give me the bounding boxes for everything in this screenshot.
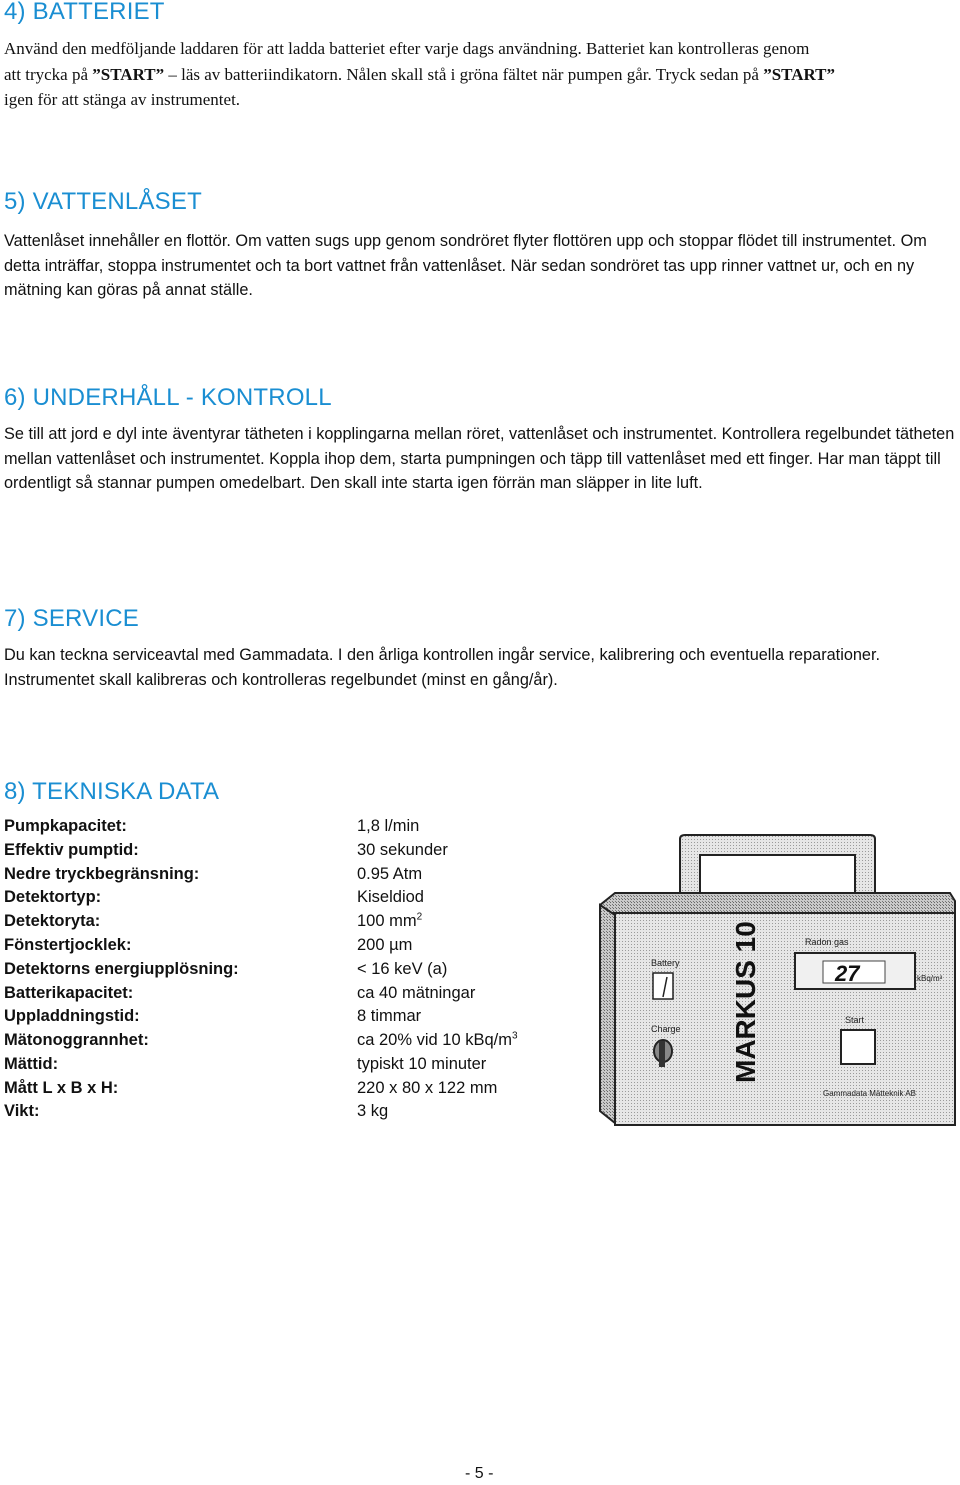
spec-label: Mätonoggrannhet: [4,1031,149,1049]
spec-value-text: 1,8 l/min [357,817,420,835]
heading-batteriet: 4) BATTERIET [4,0,165,25]
start-key-1: ”START” [92,64,165,84]
case-top [600,893,955,913]
superscript: 3 [512,1030,518,1042]
spec-label: Mättid: [4,1055,59,1073]
case-side [600,905,615,1123]
spec-value-text: 200 µm [357,936,413,954]
spec-value-text: 0.95 Atm [357,865,423,883]
start-button [841,1030,875,1064]
spec-value-text: 3 kg [357,1102,389,1120]
spec-label: Fönstertjocklek: [4,936,132,954]
spec-label: Pumpkapacitet: [4,817,127,835]
spec-label: Nedre tryckbegränsning: [4,865,200,883]
spec-label: Detektoryta: [4,912,101,930]
charge-plug [659,1041,665,1067]
brand-label: MARKUS 10 [730,921,761,1083]
superscript: 2 [416,911,423,923]
spec-value [357,817,419,836]
spec-label: Detektortyp: [4,888,102,906]
spec-value-text: ca 20% vid 10 kBq/m [357,1031,512,1049]
battery-label: Battery [651,958,680,968]
spec-value-text: < 16 keV (a) [357,960,448,978]
spec-value [357,936,412,955]
spec-label: Detektorns energiupplösning: [4,960,239,978]
markus-10-device-illustration [595,833,960,1130]
batteriet-line-2 [4,62,956,88]
spec-label: Mått L x B x H: [4,1079,119,1097]
display-label: Radon gas [805,937,849,947]
spec-value [357,912,422,931]
spec-value [357,841,448,860]
spec-value [357,888,424,907]
spec-value [357,984,475,1003]
spec-label: Uppladdningstid: [4,1007,140,1025]
spec-label: Vikt: [4,1102,40,1120]
spec-value [357,1102,388,1121]
paragraph-vattenlaset: Vattenlåset innehåller en flottör. Om vatten sugs upp genom sondröret flyter flottören upp och stoppar flödet till instrumentet. Om detta inträffar, stoppa instrumentet och ta bort vattnet från vattenlåset. När sedan sondröret tas upp rinner vattnet ur, och en ny mätning kan göras på annat ställe. [4,232,927,299]
start-key-2: ”START” [763,64,836,84]
spec-value [357,1079,497,1098]
spec-value [357,865,422,884]
handle [680,835,875,897]
heading-service: 7) SERVICE [4,605,139,632]
heading-vattenlaset: 5) VATTENLÅSET [4,188,202,215]
batteriet-line-2b: – läs av batteriindikatorn. Nålen skall stå i gröna fältet när pumpen går. Tryck sedan på [164,64,764,84]
spec-value-text: 8 timmar [357,1007,422,1025]
page-number: - 5 - [465,1465,494,1482]
spec-value [357,960,447,979]
batteriet-line-1: Använd den medföljande laddaren för att ladda batteriet efter varje dags användning. Batteriet kan kontrolleras genom [4,39,810,58]
spec-value-text: ca 40 mätningar [357,984,476,1002]
spec-value-text: 100 mm [357,912,417,930]
display-unit: kBq/m³ [917,974,943,983]
heading-tekniska-data: 8) TEKNISKA DATA [4,778,220,805]
spec-value-text: 30 sekunder [357,841,448,859]
spec-label: Effektiv pumptid: [4,841,139,859]
spec-label: Batterikapacitet: [4,984,134,1002]
batteriet-line-3: igen för att stänga av instrumentet. [4,90,241,109]
charge-label: Charge [651,1024,681,1034]
display-value: 27 [835,961,860,986]
spec-value-text: 220 x 80 x 122 mm [357,1079,498,1097]
paragraph-service: Du kan teckna serviceavtal med Gammadata. I den årliga kontrollen ingår service, kalibrering och eventuella reparationer. Instrumentet skall kalibreras och kontrolleras regelbundet (minst en gång/år). [4,646,881,689]
spec-value [357,1055,486,1074]
spec-value [357,1007,421,1026]
paragraph-batteriet [4,36,956,113]
start-label: Start [845,1015,865,1025]
paragraph-underhall: Se till att jord e dyl inte äventyrar tätheten i kopplingarna mellan röret, vattenlåset och instrumentet. Kontrollera regelbundet tätheten mellan vattenlåset och instrumentet. Koppla ihop dem, starta pumpningen och täpp till vattenlåset med ett finger. Har man täppt till ordentligt så stannar pumpen omedelbart. Den skall inte starta igen förrän man släpper in lite luft. [4,425,955,492]
spec-value-text: typiskt 10 minuter [357,1055,487,1073]
maker-label: Gammadata Mätteknik AB [823,1089,916,1098]
batteriet-line-2a: att trycka på [4,64,93,84]
spec-value [357,1031,518,1050]
heading-underhall: 6) UNDERHÅLL - KONTROLL [4,384,332,411]
spec-value-text: Kiseldiod [357,888,424,906]
